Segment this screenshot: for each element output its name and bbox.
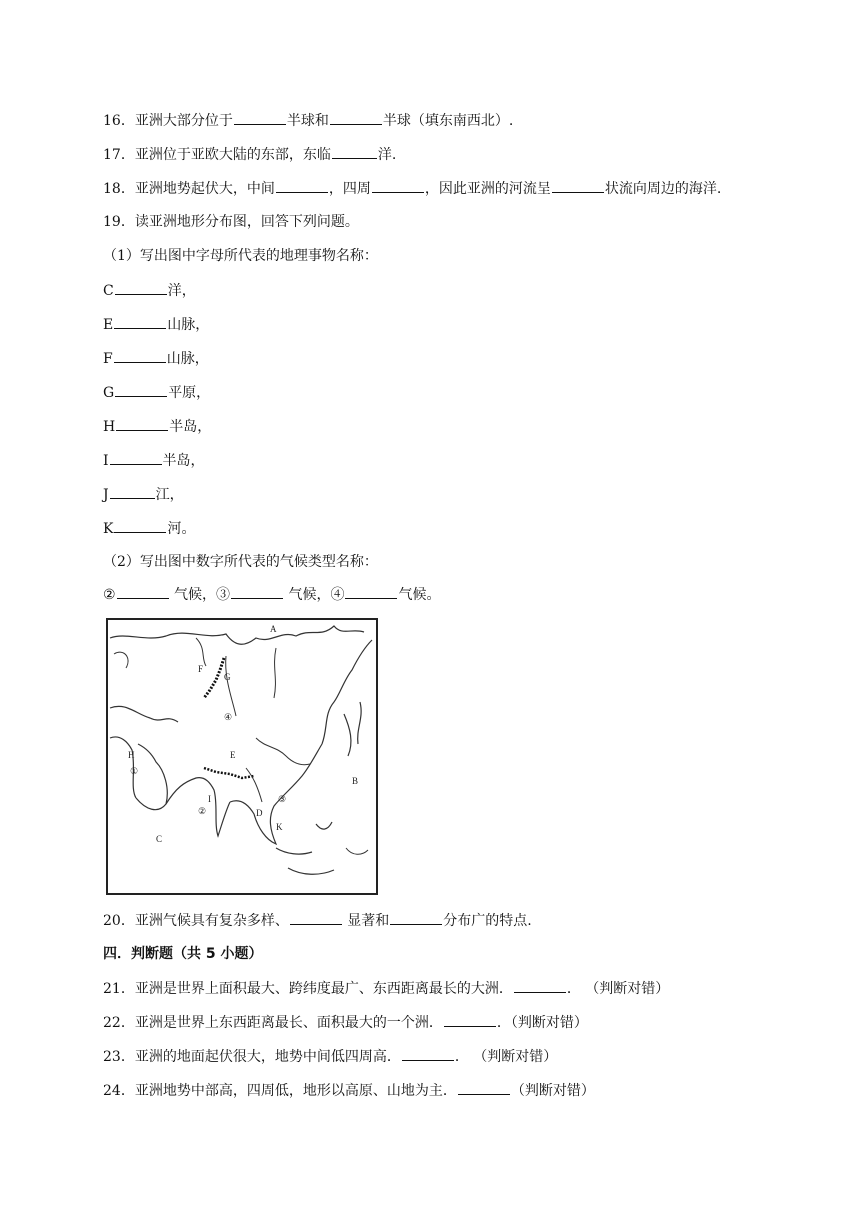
map-drawing	[106, 618, 378, 895]
item-k: K 河。	[103, 518, 195, 539]
answer-blank[interactable]	[276, 178, 328, 193]
question-16: 16．亚洲大部分位于 半球和 半球（填东南西北）.	[103, 110, 513, 131]
answer-blank[interactable]	[110, 484, 155, 499]
answer-blank[interactable]	[372, 178, 424, 193]
answer-blank[interactable]	[114, 518, 166, 533]
question-number: 17．	[103, 147, 135, 163]
map-label-e: E	[230, 750, 236, 760]
question-number: 19．	[103, 214, 135, 230]
q19-part1-prompt: （1）写出图中字母所代表的地理事物名称：	[103, 248, 378, 264]
answer-blank[interactable]	[345, 584, 397, 599]
answer-blank[interactable]	[390, 910, 442, 925]
map-label-k: K	[276, 822, 283, 832]
item-g: G 平原，	[103, 382, 210, 403]
question-number: 24．	[103, 1083, 135, 1099]
map-label-climate-3: ③	[278, 794, 287, 804]
map-label-a: A	[270, 624, 277, 634]
map-label-h: H	[128, 750, 135, 760]
item-f: F 山脉，	[103, 348, 209, 369]
question-number: 21．	[103, 981, 135, 997]
answer-blank[interactable]	[117, 584, 169, 599]
section-4-title: 四．判断题（共 5 小题）	[103, 946, 263, 962]
question-24: 24．亚洲地势中部高，四周低，地形以高原、山地为主． （判断对错）	[103, 1080, 595, 1101]
map-label-climate-4: ④	[224, 712, 233, 722]
asia-terrain-map	[106, 618, 378, 895]
answer-blank[interactable]	[514, 978, 566, 993]
answer-blank[interactable]	[552, 178, 604, 193]
map-label-climate-2: ②	[198, 806, 207, 816]
item-h: H 半岛，	[103, 416, 211, 437]
answer-blank[interactable]	[332, 144, 377, 159]
question-number: 18．	[103, 181, 135, 197]
question-22: 22．亚洲是世界上东西距离最长、面积最大的一个洲． ．（判断对错）	[103, 1012, 588, 1033]
q19-part2-prompt: （2）写出图中数字所代表的气候类型名称：	[103, 554, 378, 570]
map-label-f: F	[198, 664, 204, 674]
map-label-b: B	[352, 776, 359, 786]
answer-blank[interactable]	[115, 280, 167, 295]
question-23: 23．亚洲的地面起伏很大，地势中间低四周高． ． （判断对错）	[103, 1046, 557, 1067]
question-17: 17．亚洲位于亚欧大陆的东部，东临 洋.	[103, 144, 396, 165]
answer-blank[interactable]	[110, 450, 162, 465]
question-20: 20．亚洲气候具有复杂多样、 显著和 分布广的特点.	[103, 910, 532, 931]
map-label-c: C	[156, 834, 163, 844]
question-number: 23．	[103, 1049, 135, 1065]
answer-blank[interactable]	[330, 110, 382, 125]
answer-blank[interactable]	[458, 1080, 510, 1095]
item-i: I 半岛，	[103, 450, 205, 471]
answer-blank[interactable]	[234, 110, 286, 125]
question-18: 18．亚洲地势起伏大，中间 ，四周 ，因此亚洲的河流呈 状流向周边的海洋.	[103, 178, 721, 199]
question-19: 19．读亚洲地形分布图，回答下列问题。	[103, 214, 359, 230]
item-c: C 洋，	[103, 280, 196, 301]
climate-line: ② 气候，③ 气候，④ 气候。	[103, 584, 440, 605]
map-label-i: I	[208, 794, 211, 804]
question-21: 21．亚洲是世界上面积最大、跨纬度最广、东西距离最长的大洲． ． （判断对错）	[103, 978, 669, 999]
answer-blank[interactable]	[290, 910, 342, 925]
answer-blank[interactable]	[114, 314, 166, 329]
answer-blank[interactable]	[114, 348, 166, 363]
map-label-d: D	[256, 808, 263, 818]
map-label-g: G	[224, 672, 231, 682]
answer-blank[interactable]	[115, 382, 167, 397]
answer-blank[interactable]	[444, 1012, 496, 1027]
item-e: E 山脉，	[103, 314, 209, 335]
map-label-climate-1: ①	[130, 766, 139, 776]
answer-blank[interactable]	[231, 584, 283, 599]
answer-blank[interactable]	[402, 1046, 454, 1061]
question-number: 20．	[103, 913, 135, 929]
question-number: 16．	[103, 113, 135, 129]
answer-blank[interactable]	[116, 416, 168, 431]
item-j: J 江，	[103, 484, 184, 505]
question-number: 22．	[103, 1015, 135, 1031]
